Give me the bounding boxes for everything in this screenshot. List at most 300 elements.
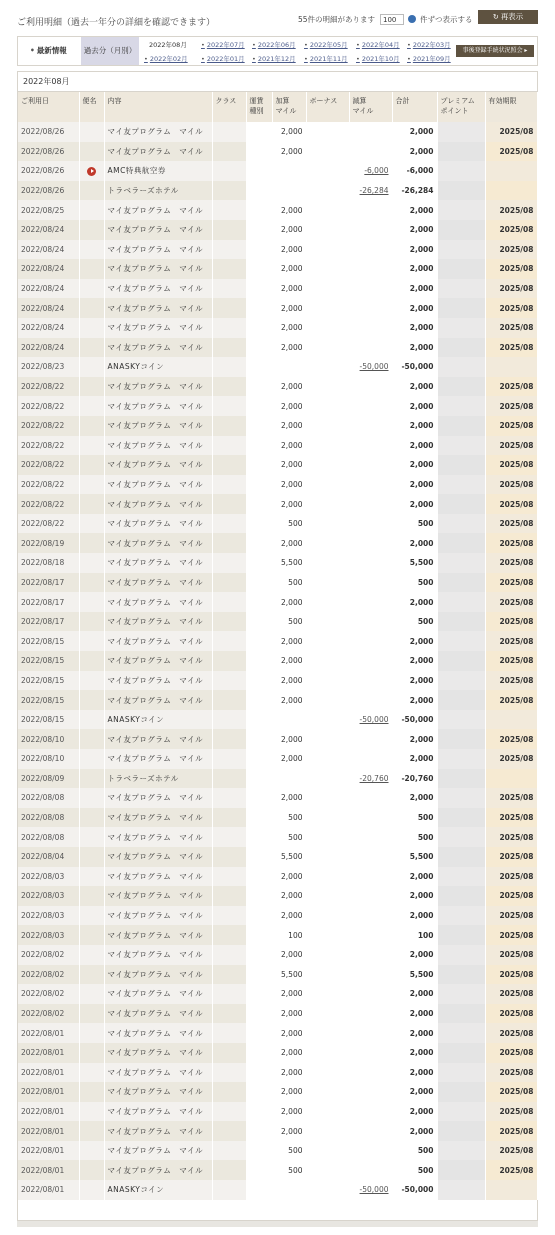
cell-sub-miles <box>349 573 392 593</box>
cell-flight <box>79 651 104 671</box>
cell-date: 2022/08/15 <box>18 710 79 730</box>
table-row <box>18 984 537 1004</box>
cell-expiry <box>485 181 537 201</box>
cell-sub-miles <box>349 396 392 416</box>
refresh-icon: ↻ <box>492 14 499 21</box>
cell-total: 2,000 <box>392 690 437 710</box>
nav-latest-link[interactable]: • 最新情報 <box>18 37 80 65</box>
cell-add-miles: 2,000 <box>272 867 306 887</box>
cell-premium <box>437 279 485 299</box>
cell-premium <box>437 357 485 377</box>
cell-premium <box>437 631 485 651</box>
cell-bonus <box>306 671 349 691</box>
cell-sub-miles <box>349 553 392 573</box>
cell-date: 2022/08/24 <box>18 338 79 358</box>
cell-class <box>212 396 246 416</box>
cell-total: 2,000 <box>392 436 437 456</box>
cell-fare <box>246 1004 272 1024</box>
cell-total: 2,000 <box>392 631 437 651</box>
cell-date: 2022/08/15 <box>18 651 79 671</box>
cell-sub-miles <box>349 298 392 318</box>
cell-total: 2,000 <box>392 122 437 142</box>
cell-expiry: 2025/08 <box>485 494 537 514</box>
table-row <box>18 965 537 985</box>
cell-fare <box>246 553 272 573</box>
cell-fare <box>246 1082 272 1102</box>
table-row <box>18 710 537 730</box>
col-header-flight: 便名 <box>79 92 104 122</box>
cell-expiry <box>485 161 537 181</box>
cell-fare <box>246 1063 272 1083</box>
cell-detail: マイ友プログラム マイル <box>104 200 212 220</box>
cell-premium <box>437 886 485 906</box>
cell-class <box>212 259 246 279</box>
cell-fare <box>246 279 272 299</box>
cell-bonus <box>306 1102 349 1122</box>
table-row <box>18 631 537 651</box>
cell-premium <box>437 808 485 828</box>
cell-detail: マイ友プログラム マイル <box>104 984 212 1004</box>
cell-bonus <box>306 1082 349 1102</box>
cell-expiry: 2025/08 <box>485 573 537 593</box>
cell-bonus <box>306 475 349 495</box>
cell-fare <box>246 710 272 730</box>
cell-premium <box>437 338 485 358</box>
cell-flight <box>79 357 104 377</box>
cell-sub-miles[interactable]: -6,000 <box>349 161 392 181</box>
month-nav <box>17 36 538 66</box>
col-header-date: ご利用日 <box>18 92 79 122</box>
cell-flight <box>79 494 104 514</box>
cell-fare <box>246 1180 272 1200</box>
cell-total: 500 <box>392 1141 437 1161</box>
cell-premium <box>437 1102 485 1122</box>
cell-premium <box>437 729 485 749</box>
cell-total: 2,000 <box>392 729 437 749</box>
cell-sub-miles <box>349 200 392 220</box>
cell-class <box>212 416 246 436</box>
cell-sub-miles[interactable]: -50,000 <box>349 710 392 730</box>
cell-flight <box>79 925 104 945</box>
cell-expiry: 2025/08 <box>485 1063 537 1083</box>
cell-expiry: 2025/08 <box>485 318 537 338</box>
cell-add-miles: 2,000 <box>272 338 306 358</box>
cell-premium <box>437 298 485 318</box>
cell-add-miles <box>272 710 306 730</box>
cell-sub-miles[interactable]: -26,284 <box>349 181 392 201</box>
details-arrow-icon[interactable] <box>87 167 96 176</box>
cell-flight <box>79 514 104 534</box>
cell-fare <box>246 1023 272 1043</box>
nav-month-link[interactable]: • 2022年05月 <box>304 40 348 49</box>
cell-sub-miles[interactable]: -50,000 <box>349 357 392 377</box>
table-row <box>18 240 537 260</box>
cell-class <box>212 769 246 789</box>
cell-flight <box>79 886 104 906</box>
table-row <box>18 1004 537 1024</box>
cell-detail: マイ友プログラム マイル <box>104 318 212 338</box>
cell-sub-miles <box>349 220 392 240</box>
cell-premium <box>437 200 485 220</box>
cell-expiry: 2025/08 <box>485 553 537 573</box>
cell-bonus <box>306 200 349 220</box>
table-row <box>18 1082 537 1102</box>
cell-total: 2,000 <box>392 1121 437 1141</box>
cell-total: 2,000 <box>392 318 437 338</box>
cell-sub-miles[interactable]: -50,000 <box>349 1180 392 1200</box>
cell-fare <box>246 631 272 651</box>
table-row <box>18 494 537 514</box>
cell-sub-miles <box>349 984 392 1004</box>
cell-premium <box>437 220 485 240</box>
cell-add-miles: 2,000 <box>272 455 306 475</box>
cell-expiry: 2025/08 <box>485 631 537 651</box>
cell-add-miles: 500 <box>272 827 306 847</box>
table-row <box>18 318 537 338</box>
cell-class <box>212 631 246 651</box>
cell-expiry: 2025/08 <box>485 808 537 828</box>
cell-detail: マイ友プログラム マイル <box>104 396 212 416</box>
cell-premium <box>437 925 485 945</box>
cell-total: 500 <box>392 808 437 828</box>
cell-expiry: 2025/08 <box>485 788 537 808</box>
cell-flight <box>79 122 104 142</box>
cell-sub-miles <box>349 827 392 847</box>
cell-date: 2022/08/03 <box>18 867 79 887</box>
cell-add-miles: 5,500 <box>272 965 306 985</box>
cell-bonus <box>306 925 349 945</box>
cell-date: 2022/08/24 <box>18 298 79 318</box>
cell-premium <box>437 690 485 710</box>
cell-total: 2,000 <box>392 377 437 397</box>
cell-fare <box>246 220 272 240</box>
cell-detail: マイ友プログラム マイル <box>104 553 212 573</box>
cell-sub-miles <box>349 945 392 965</box>
cell-total: 2,000 <box>392 494 437 514</box>
cell-flight <box>79 1082 104 1102</box>
cell-total: -6,000 <box>392 161 437 181</box>
cell-fare <box>246 671 272 691</box>
cell-fare <box>246 592 272 612</box>
cell-flight <box>79 965 104 985</box>
cell-expiry: 2025/08 <box>485 651 537 671</box>
cell-class <box>212 1141 246 1161</box>
cell-add-miles: 2,000 <box>272 671 306 691</box>
cell-add-miles: 2,000 <box>272 259 306 279</box>
cell-detail: マイ友プログラム マイル <box>104 671 212 691</box>
cell-sub-miles <box>349 416 392 436</box>
cell-bonus <box>306 612 349 632</box>
cell-detail: マイ友プログラム マイル <box>104 945 212 965</box>
cell-class <box>212 710 246 730</box>
page-title: ご利用明細（過去一年分の詳細を確認できます） <box>17 18 216 28</box>
cell-fare <box>246 494 272 514</box>
cell-flight <box>79 847 104 867</box>
cell-expiry <box>485 1180 537 1200</box>
cell-date: 2022/08/01 <box>18 1023 79 1043</box>
table-row <box>18 1102 537 1122</box>
table-row <box>18 475 537 495</box>
cell-flight <box>79 1160 104 1180</box>
cell-class <box>212 377 246 397</box>
cell-fare <box>246 886 272 906</box>
cell-date: 2022/08/01 <box>18 1160 79 1180</box>
cell-total: 2,000 <box>392 142 437 162</box>
table-row <box>18 1141 537 1161</box>
cell-premium <box>437 651 485 671</box>
cell-detail: マイ友プログラム マイル <box>104 1043 212 1063</box>
cell-detail: ANASKYコイン <box>104 1180 212 1200</box>
cell-class <box>212 965 246 985</box>
cell-add-miles: 2,000 <box>272 142 306 162</box>
cell-flight <box>79 612 104 632</box>
cell-add-miles: 2,000 <box>272 592 306 612</box>
cell-fare <box>246 827 272 847</box>
cell-detail: マイ友プログラム マイル <box>104 847 212 867</box>
cell-add-miles: 2,000 <box>272 1102 306 1122</box>
cell-flight <box>79 906 104 926</box>
table-row <box>18 1121 537 1141</box>
cell-expiry: 2025/08 <box>485 867 537 887</box>
cell-date: 2022/08/19 <box>18 533 79 553</box>
cell-premium <box>437 788 485 808</box>
cell-detail: マイ友プログラム マイル <box>104 240 212 260</box>
cell-add-miles: 2,000 <box>272 749 306 769</box>
cell-date: 2022/08/22 <box>18 455 79 475</box>
cell-sub-miles <box>349 886 392 906</box>
cell-bonus <box>306 436 349 456</box>
cell-sub-miles <box>349 788 392 808</box>
cell-total: 5,500 <box>392 553 437 573</box>
cell-sub-miles <box>349 847 392 867</box>
cell-add-miles: 2,000 <box>272 396 306 416</box>
cell-flight <box>79 749 104 769</box>
per-page-input[interactable] <box>380 14 404 25</box>
nav-month-link[interactable]: • 2022年01月 <box>201 54 245 63</box>
cell-date: 2022/08/22 <box>18 494 79 514</box>
cell-expiry: 2025/08 <box>485 436 537 456</box>
cell-date: 2022/08/17 <box>18 592 79 612</box>
cell-date: 2022/08/15 <box>18 631 79 651</box>
cell-detail: マイ友プログラム マイル <box>104 1023 212 1043</box>
cell-date: 2022/08/02 <box>18 1004 79 1024</box>
cell-add-miles: 2,000 <box>272 984 306 1004</box>
cell-sub-miles <box>349 338 392 358</box>
cell-fare <box>246 318 272 338</box>
cell-bonus <box>306 651 349 671</box>
cell-detail: マイ友プログラム マイル <box>104 298 212 318</box>
cell-sub-miles <box>349 377 392 397</box>
table-row <box>18 1023 537 1043</box>
cell-detail: マイ友プログラム マイル <box>104 651 212 671</box>
table-row <box>18 808 537 828</box>
cell-bonus <box>306 357 349 377</box>
cell-fare <box>246 455 272 475</box>
cell-expiry: 2025/08 <box>485 945 537 965</box>
cell-detail: マイ友プログラム マイル <box>104 122 212 142</box>
cell-premium <box>437 416 485 436</box>
table-row <box>18 1180 537 1200</box>
cell-bonus <box>306 847 349 867</box>
cell-bonus <box>306 788 349 808</box>
cell-date: 2022/08/26 <box>18 142 79 162</box>
table-row <box>18 181 537 201</box>
cell-expiry: 2025/08 <box>485 847 537 867</box>
cell-bonus <box>306 769 349 789</box>
cell-add-miles: 500 <box>272 808 306 828</box>
table-row <box>18 436 537 456</box>
cell-total: -26,284 <box>392 181 437 201</box>
cell-date: 2022/08/18 <box>18 553 79 573</box>
cell-expiry: 2025/08 <box>485 671 537 691</box>
cell-total: 2,000 <box>392 592 437 612</box>
cell-premium <box>437 710 485 730</box>
cell-detail: マイ友プログラム マイル <box>104 514 212 534</box>
cell-date: 2022/08/03 <box>18 925 79 945</box>
cell-add-miles: 2,000 <box>272 1082 306 1102</box>
cell-add-miles <box>272 357 306 377</box>
cell-class <box>212 142 246 162</box>
table-row <box>18 671 537 691</box>
cell-fare <box>246 475 272 495</box>
cell-sub-miles <box>349 1160 392 1180</box>
cell-premium <box>437 161 485 181</box>
cell-total: 2,000 <box>392 338 437 358</box>
nav-month-link[interactable]: • 2022年02月 <box>144 54 188 63</box>
cell-flight <box>79 396 104 416</box>
cell-add-miles: 500 <box>272 573 306 593</box>
cell-premium <box>437 455 485 475</box>
nav-month-link[interactable]: • 2021年09月 <box>407 54 451 63</box>
table-row <box>18 161 537 181</box>
refresh-button[interactable] <box>478 10 538 24</box>
cell-expiry: 2025/08 <box>485 259 537 279</box>
cell-sub-miles <box>349 906 392 926</box>
cell-expiry: 2025/08 <box>485 1160 537 1180</box>
table-row <box>18 377 537 397</box>
nav-month-link[interactable]: • 2022年03月 <box>407 40 451 49</box>
cell-bonus <box>306 808 349 828</box>
cell-class <box>212 240 246 260</box>
per-page-dropdown-icon[interactable] <box>408 15 416 23</box>
cell-flight <box>79 592 104 612</box>
table-row <box>18 886 537 906</box>
cell-premium <box>437 240 485 260</box>
cell-date: 2022/08/09 <box>18 769 79 789</box>
cell-flight <box>79 827 104 847</box>
cell-fare <box>246 377 272 397</box>
nav-month-link[interactable]: • 2022年07月 <box>201 40 245 49</box>
cell-sub-miles <box>349 867 392 887</box>
table-header-row <box>18 92 537 122</box>
cell-bonus <box>306 533 349 553</box>
cell-total: 2,000 <box>392 475 437 495</box>
cell-bonus <box>306 220 349 240</box>
cell-add-miles <box>272 161 306 181</box>
cell-sub-miles <box>349 1063 392 1083</box>
cell-add-miles: 2,000 <box>272 886 306 906</box>
cell-total: 2,000 <box>392 749 437 769</box>
cell-sub-miles <box>349 122 392 142</box>
cell-add-miles: 2,000 <box>272 1023 306 1043</box>
col-header-detail: 内容 <box>104 92 212 122</box>
cell-fare <box>246 1141 272 1161</box>
cell-add-miles: 2,000 <box>272 690 306 710</box>
table-row <box>18 925 537 945</box>
cell-detail: マイ友プログラム マイル <box>104 1063 212 1083</box>
cell-add-miles: 2,000 <box>272 416 306 436</box>
cell-total: 2,000 <box>392 1082 437 1102</box>
nav-month-link[interactable]: • 2022年06月 <box>252 40 296 49</box>
cell-expiry: 2025/08 <box>485 1082 537 1102</box>
nav-month-link[interactable]: • 2021年10月 <box>356 54 400 63</box>
cell-fare <box>246 925 272 945</box>
cell-add-miles: 2,000 <box>272 475 306 495</box>
cell-fare <box>246 965 272 985</box>
cell-date: 2022/08/24 <box>18 220 79 240</box>
cell-date: 2022/08/22 <box>18 475 79 495</box>
cell-class <box>212 122 246 142</box>
cell-detail: マイ友プログラム マイル <box>104 925 212 945</box>
cell-sub-miles <box>349 651 392 671</box>
cell-bonus <box>306 1043 349 1063</box>
col-header-add: 加算 マイル <box>272 92 306 122</box>
cell-bonus <box>306 1180 349 1200</box>
cell-total: 500 <box>392 514 437 534</box>
cell-date: 2022/08/01 <box>18 1102 79 1122</box>
nav-month-link[interactable]: • 2021年12月 <box>252 54 296 63</box>
cell-bonus <box>306 553 349 573</box>
cell-flight <box>79 631 104 651</box>
table-row <box>18 1160 537 1180</box>
cell-expiry <box>485 357 537 377</box>
cell-premium <box>437 318 485 338</box>
cell-expiry: 2025/08 <box>485 1023 537 1043</box>
cell-detail: マイ友プログラム マイル <box>104 867 212 887</box>
cell-flight <box>79 533 104 553</box>
cell-premium <box>437 181 485 201</box>
cell-flight <box>79 279 104 299</box>
table-row <box>18 416 537 436</box>
cell-fare <box>246 612 272 632</box>
cell-total: 2,000 <box>392 455 437 475</box>
cell-add-miles: 100 <box>272 925 306 945</box>
cell-date: 2022/08/03 <box>18 906 79 926</box>
cell-total: 2,000 <box>392 1102 437 1122</box>
nav-past-tab[interactable]: 過去分（月別） <box>81 37 139 65</box>
cell-expiry: 2025/08 <box>485 827 537 847</box>
cell-expiry: 2025/08 <box>485 122 537 142</box>
cell-class <box>212 553 246 573</box>
nav-month-link[interactable]: • 2021年11月 <box>304 54 348 63</box>
cell-add-miles <box>272 181 306 201</box>
cell-sub-miles[interactable]: -20,760 <box>349 769 392 789</box>
nav-month-link[interactable]: • 2022年04月 <box>356 40 400 49</box>
cell-fare <box>246 161 272 181</box>
cell-add-miles: 2,000 <box>272 1004 306 1024</box>
cell-total: 2,000 <box>392 671 437 691</box>
cell-fare <box>246 1043 272 1063</box>
post-registration-status-button[interactable]: 事後登録手続状況照会 ▸ <box>456 45 534 57</box>
table-row <box>18 827 537 847</box>
cell-detail: マイ友プログラム マイル <box>104 729 212 749</box>
cell-sub-miles <box>349 1082 392 1102</box>
cell-detail: AMC特典航空券 <box>104 161 212 181</box>
cell-add-miles: 2,000 <box>272 240 306 260</box>
cell-expiry: 2025/08 <box>485 592 537 612</box>
cell-expiry: 2025/08 <box>485 377 537 397</box>
cell-sub-miles <box>349 514 392 534</box>
